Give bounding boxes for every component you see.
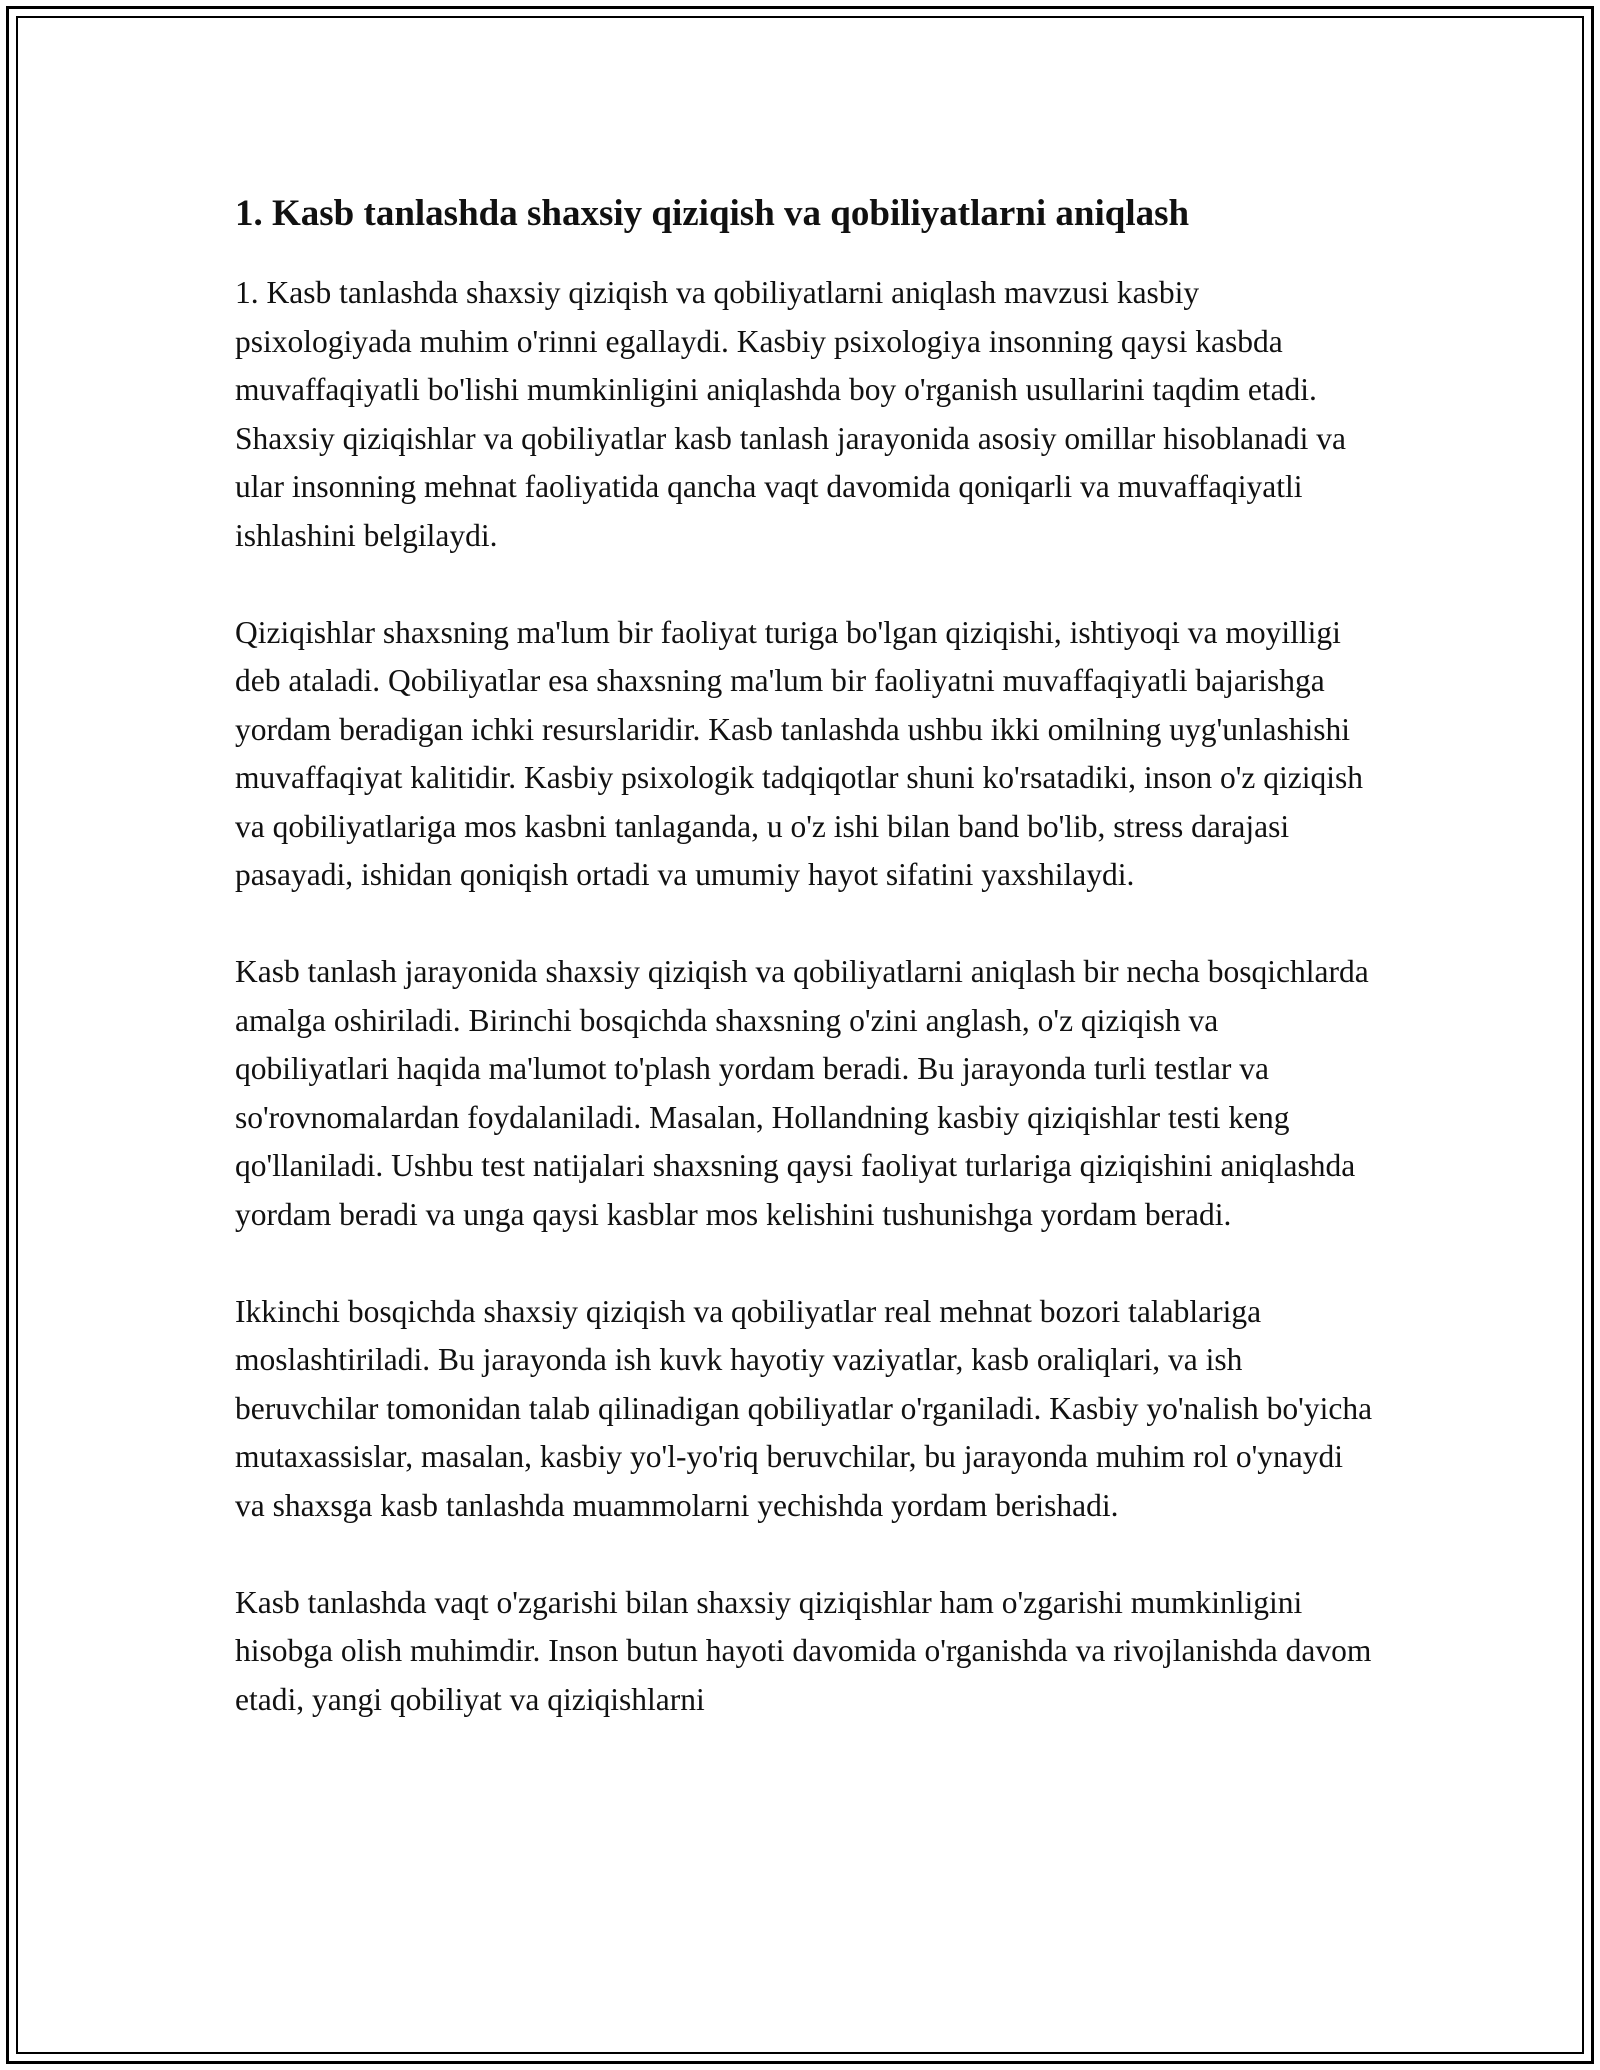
paragraph-5: Kasb tanlashda vaqt o'zgarishi bilan shaxsiy qiziqishlar ham o'zgarishi mumkinligini hisobga olish muhimdir. Inson butun hayoti davomida o'rganishda va rivojlanishda davom etadi, yangi qobiliyat va qiziqishlarni xyxy=(235,1584,1372,1717)
paragraph-1: 1. Kasb tanlashda shaxsiy qiziqish va qobiliyatlarni aniqlash mavzusi kasbiy psixologiyada muhim o'rinni egallaydi. Kasbiy psixologiya insonning qaysi kasbda muvaffaqiyatli bo'lishi mumkinligini aniqlashda boy o'rganish usullarini taqdim etadi. Shaxsiy qiziqishlar va qobiliyatlar kasb tanlash jarayonida asosiy omillar hisoblanadi va ular insonning mehnat faoliyatida qancha vaqt davomida qoniqarli va muvaffaqiyatli ishlashini belgilaydi. xyxy=(235,275,1347,553)
document-title: 1. Kasb tanlashda shaxsiy qiziqish va qobiliyatlarni aniqlash xyxy=(235,193,1190,234)
document-body xyxy=(235,185,1375,1773)
paragraph-4: Ikkinchi bosqichda shaxsiy qiziqish va qobiliyatlar real mehnat bozori talablariga moslashtiriladi. Bu jarayonda ish kuvk hayotiy vaziyatlar, kasb oraliqlari, va ish beruvchilar tomonidan talab qilinadigan qobiliyatlar o'rganiladi. Kasbiy yo'nalish bo'yicha mutaxassislar, masalan, kasbiy yo'l-yo'riq beruvchilar, bu jarayonda muhim rol o'ynaydi va shaxsga kasb tanlashda muammolarni yechishda yordam berishadi. xyxy=(235,1293,1373,1523)
paragraph-2: Qiziqishlar shaxsning ma'lum bir faoliyat turiga bo'lgan qiziqishi, ishtiyoqi va moyilligi deb ataladi. Qobiliyatlar esa shaxsning ma'lum bir faoliyatni muvaffaqiyatli bajarishga yordam beradigan ichki resurslaridir. Kasb tanlashda ushbu ikki omilning uyg'unlashishi muvaffaqiyat kalitidir. Kasbiy psixologik tadqiqotlar shuni ko'rsatadiki, inson o'z qiziqish va qobiliyatlariga mos kasbni tanlaganda, u o'z ishi bilan band bo'lib, stress darajasi pasayadi, ishidan qoniqish ortadi va umumiy hayot sifatini yaxshilaydi. xyxy=(235,614,1364,892)
paragraph-3: Kasb tanlash jarayonida shaxsiy qiziqish va qobiliyatlarni aniqlash bir necha bosqichlarda amalga oshiriladi. Birinchi bosqichda shaxsning o'zini anglash, o'z qiziqish va qobiliyatlari haqida ma'lumot to'plash yordam beradi. Bu jarayonda turli testlar va so'rovnomalardan foydalaniladi. Masalan, Hollandning kasbiy qiziqishlar testi keng qo'llaniladi. Ushbu test natijalari shaxsning qaysi faoliyat turlariga qiziqishini aniqlashda yordam beradi va unga qaysi kasblar mos kelishini tushunishga yordam beradi. xyxy=(235,954,1369,1232)
